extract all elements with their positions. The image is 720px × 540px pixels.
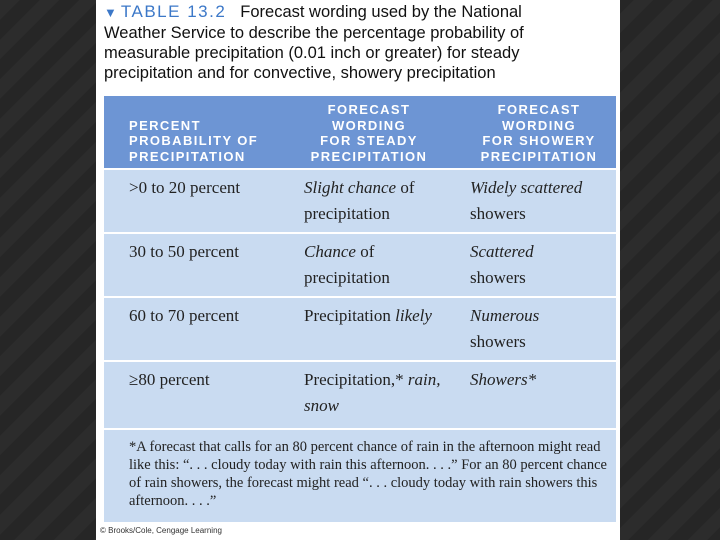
table-caption bbox=[104, 2, 616, 83]
header-text: FORECAST bbox=[327, 102, 411, 117]
slide bbox=[96, 0, 620, 540]
steady-text: of bbox=[355, 242, 375, 261]
header-text: PERCENT bbox=[129, 117, 201, 133]
percent-cell: >0 to 20 percent bbox=[129, 178, 241, 197]
table-row bbox=[104, 232, 616, 296]
caption-line: measurable precipitation (0.01 inch or greater) for steady bbox=[104, 44, 520, 62]
steady-text: precipitation bbox=[304, 268, 390, 287]
table-row bbox=[104, 168, 616, 232]
header-text: WORDING bbox=[331, 117, 407, 133]
footnote-text: *A forecast that calls for an 80 percent chance of rain in the afternoon might read like this: “. . . cloudy today with rain this afternoon. . . .” For an 80 percent chance of rain showers, the forecast might read “. . . cloudy today with rain showers this afternoon. . . .” bbox=[129, 439, 607, 509]
steady-cell bbox=[304, 175, 469, 227]
header-text: FORECAST bbox=[497, 102, 581, 117]
steady-cell bbox=[304, 239, 469, 291]
showery-cell bbox=[470, 175, 610, 227]
percent-cell: ≥80 percent bbox=[129, 370, 210, 389]
steady-text: snow bbox=[304, 396, 339, 415]
header-percent bbox=[129, 118, 258, 165]
steady-text: Precipitation bbox=[304, 306, 396, 325]
showery-cell bbox=[470, 239, 610, 291]
showery-text: showers bbox=[470, 268, 526, 287]
header-text: FOR STEADY bbox=[320, 133, 418, 148]
steady-text: likely bbox=[395, 306, 432, 325]
percent-cell: 60 to 70 percent bbox=[129, 306, 239, 325]
steady-text: Chance bbox=[304, 242, 356, 261]
table-label: TABLE 13.2 bbox=[120, 2, 227, 21]
table-row bbox=[104, 360, 616, 428]
copyright-credit: © Brooks/Cole, Cengage Learning bbox=[100, 526, 222, 535]
steady-text: Slight chance bbox=[304, 178, 397, 197]
steady-cell bbox=[304, 303, 469, 329]
steady-cell bbox=[304, 367, 469, 419]
showery-cell bbox=[470, 303, 610, 355]
triangle-icon: ▼ bbox=[104, 5, 117, 20]
caption-line: Forecast wording used by the National bbox=[240, 3, 522, 21]
steady-text: rain, bbox=[407, 370, 441, 389]
header-text: PRECIPITATION bbox=[480, 148, 598, 164]
header-showery bbox=[464, 102, 614, 164]
header-text: PRECIPITATION bbox=[129, 148, 246, 164]
showery-cell bbox=[470, 367, 610, 393]
steady-text: Precipitation,* bbox=[304, 370, 408, 389]
table-header bbox=[104, 96, 616, 168]
table-footnote bbox=[104, 428, 616, 524]
caption-line: precipitation and for convective, showery precipitation bbox=[104, 64, 496, 82]
showery-text: Showers* bbox=[470, 370, 537, 389]
header-steady bbox=[294, 102, 444, 164]
showery-text: Numerous bbox=[470, 306, 540, 325]
table-row bbox=[104, 296, 616, 360]
showery-text: Scattered bbox=[470, 242, 534, 261]
showery-text: showers bbox=[470, 204, 526, 223]
percent-cell: 30 to 50 percent bbox=[129, 242, 239, 261]
steady-text: precipitation bbox=[304, 204, 390, 223]
forecast-table bbox=[104, 96, 616, 522]
steady-text: of bbox=[396, 178, 415, 197]
showery-text: Widely scattered bbox=[470, 178, 583, 197]
caption-line: Weather Service to describe the percentage probability of bbox=[104, 24, 524, 42]
showery-text: showers bbox=[470, 332, 526, 351]
header-text: WORDING bbox=[501, 117, 577, 133]
header-text: PROBABILITY OF bbox=[129, 133, 259, 148]
header-text: PRECIPITATION bbox=[310, 148, 428, 164]
header-text: FOR SHOWERY bbox=[482, 133, 596, 148]
